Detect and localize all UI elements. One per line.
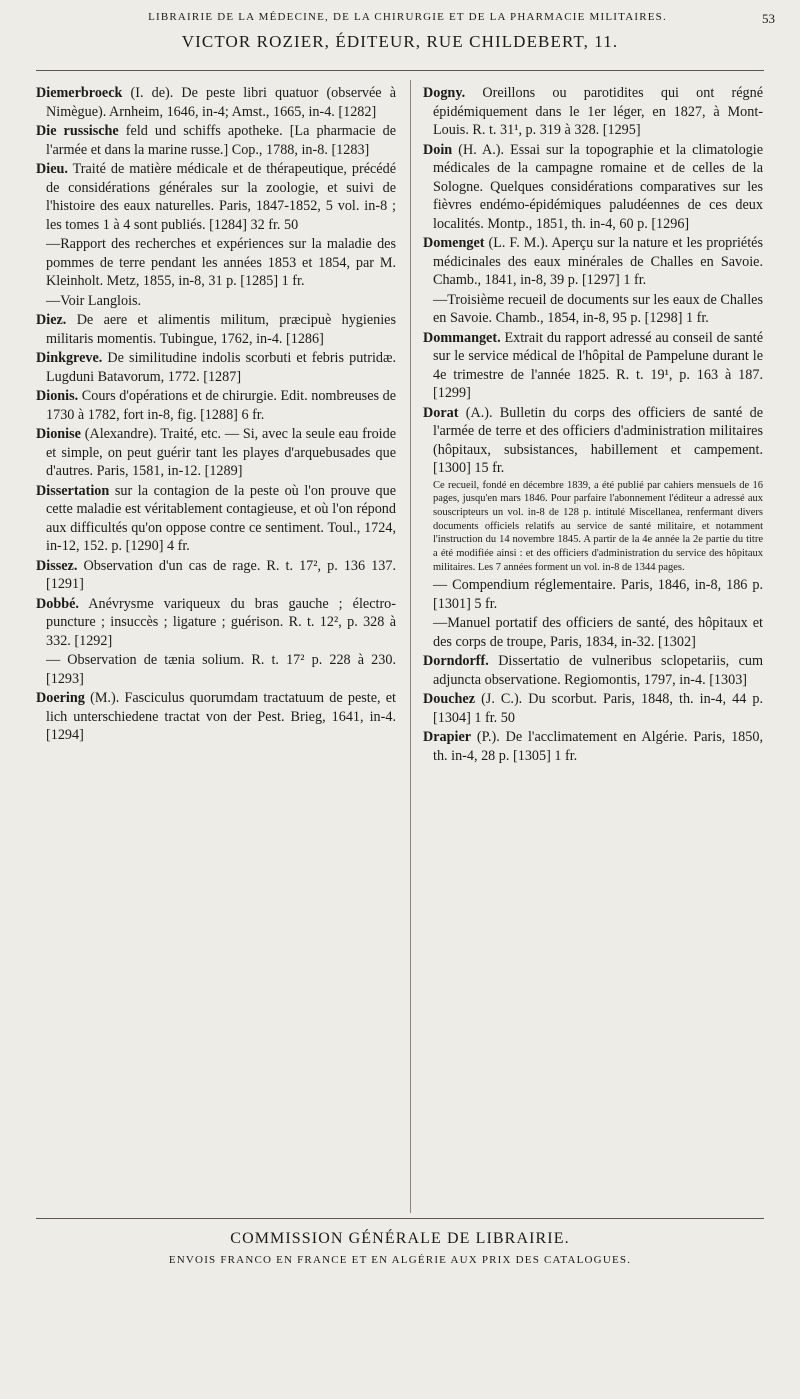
entry-text: Anévrysme variqueux du bras gauche ; électro-puncture ; insuccès ; ligature ; guérison. R. t. 12², p. 328 à 332. [1292] [46,595,396,649]
catalogue-entry [423,652,763,689]
column-divider [410,80,411,1213]
entry-text: — Compendium réglementaire. Paris, 1846, in-8, 186 p. [1301] 5 fr. [433,577,763,612]
top-rule [36,70,764,71]
catalogue-entry [423,234,763,290]
catalogue-entry [423,728,763,765]
entry-heading: Dommanget. [423,329,501,346]
entry-heading: Dissez. [36,557,78,574]
catalogue-entry [36,482,396,556]
entry-text: Dissertatio de vulneribus sclopetariis, cum adjuncta observatione. Regiomontis, 1797, in-4. [1303] [433,653,764,688]
entry-text: feld und schiffs apotheke. [La pharmacie de l'armée et dans la marine russe.] Cop., 1788, in-8. [1283] [46,123,396,158]
catalogue-entry [36,425,396,481]
entry-heading: Dobbé. [36,595,79,612]
catalogue-entry [36,689,396,745]
note-text: Ce recueil, fondé en décembre 1839, a été publié par cahiers mensuels de 16 pages, jusqu'en mars 1846. Pour parfaire l'abonnement l'éditeur a adressé aux souscripteurs un vol. in-8 de 128 p. intitulé Miscellanea, renfermant divers documents officiels relatifs au service de santé militaire, et notamment l'instruction du 14 novembre 1845. A partir de la 4e année la 2e partie du titre a été modifiée ainsi : et des officiers d'administration du service des hôpitaux militaires. Les 7 années forment un vol. in-8 de 1344 pages. [433,479,763,573]
catalogue-entry [423,690,763,727]
entry-text: Oreillons ou parotidites qui ont régné épidémiquement dans le 1er léger, en 1827, à Mont-Louis. R. t. 31¹, p. 319 à 328. [1295] [433,85,763,138]
entry-text: —Voir Langlois. [46,292,142,309]
catalogue-entry [36,311,396,348]
entry-text: —Troisième recueil de documents sur les eaux de Challes en Savoie. Chamb., 1854, in-8, 95 p. [1298] 1 fr. [433,291,763,326]
entry-heading: Dionise [36,426,81,442]
entry-heading: Dionis. [36,388,79,404]
entry-text: sur la contagion de la peste où l'on prouve que cette maladie est véritablement contagieuse, et où l'on répond aux difficultés qu'on oppose contre ce sentiment. Toul., 1724, in-12, 152. p. [1290] 4 fr. [46,482,397,554]
entry-heading: Drapier [423,729,472,746]
left-column [36,84,396,746]
catalogue-entry [36,651,396,688]
entry-text: Cours d'opérations et de chirurgie. Edit. nombreuses de 1730 à 1782, fort in-8, fig. [1288] 6 fr. [46,388,396,423]
catalogue-entry [36,557,396,594]
entry-heading: Domenget [423,235,485,251]
entry-text: —Rapport des recherches et expériences sur la maladie des pommes de terre pendant les années 1853 et 1854, par M. Kleinholt. Metz, 1855, in-8, 31 p. [1285] 1 fr. [46,236,396,289]
entry-heading: Diez. [36,312,67,328]
catalogue-note [423,479,763,575]
entry-text: (Alexandre). Traité, etc. — Si, avec la seule eau froide et simple, on peut guérir tant les playes d'arquebusades que d'autres. Paris, 1581, in-12. [1289] [46,426,397,479]
footer [0,1230,800,1266]
entry-heading: Douchez [423,691,476,708]
entry-heading: Dieu. [36,161,68,177]
entry-heading: Doering [36,690,85,706]
right-column [423,84,763,766]
page-number: 53 [762,11,775,26]
entry-text: — Observation de tænia solium. R. t. 17² p. 228 à 230. [1293] [46,652,396,687]
entry-text: (J. C.). Du scorbut. Paris, 1848, th. in-4, 44 p. [1304] 1 fr. 50 [433,691,763,726]
entry-heading: Dissertation [36,482,110,499]
entry-heading: Doin [423,141,453,158]
footer-commission: COMMISSION GÉNÉRALE DE LIBRAIRIE. [230,1230,570,1247]
catalogue-entry [36,387,396,424]
entry-text: Traité de matière médicale et de thérapeutique, précédé de considérations générales sur la zoologie, et suivi de l'histoire des eaux naturelles. Paris, 1847-1852, 5 vol. in-8 ; les tomes 1 à 4 sont publiés. [1284] 32 fr. 50 [46,161,396,233]
entry-heading: Dorat [423,404,459,421]
entry-text: Observation d'un cas de rage. R. t. 17², p. 136 137. [1291] [46,557,397,592]
catalogue-entry [423,576,763,613]
catalogue-entry [36,160,396,234]
entry-text: (H. A.). Essai sur la topographie et la climatologie médicales de la campagne romaine et de celles de la Sologne. Quelques considérations comparatives sur les fièvres endémo-épidémiques paludéennes de ces deux localités. Montp., 1851, th. in-4, 60 p. [1296] [433,141,764,232]
catalogue-entry [36,292,396,311]
entry-text: (P.). De l'acclimatement en Algérie. Paris, 1850, th. in-4, 28 p. [1305] 1 fr. [433,729,764,764]
entry-heading: Dogny. [423,85,466,101]
entry-heading: Die russische [36,123,119,139]
footer-envois: ENVOIS FRANCO EN FRANCE ET EN ALGÉRIE AUX PRIX DES CATALOGUES. [168,1254,632,1266]
catalogue-entry [36,595,396,651]
catalogue-entry [36,84,396,121]
entry-heading: Dinkgreve. [36,350,103,366]
catalogue-entry [36,235,396,291]
catalogue-entry [423,329,763,403]
entry-text: (M.). Fasciculus quorumdam tractatuum de peste, et lich unterschiedene tractat von der Pest. Brieg, 1641, in-4. [1294] [46,690,396,743]
entry-text: De aere et alimentis militum, præcipuè hygienies militaris momentis. Tubingue, 1762, in-4. [1286] [46,312,396,347]
catalogue-entry [36,349,396,386]
running-head [40,11,775,27]
catalogue-entry [36,122,396,159]
running-head-title: LIBRAIRIE DE LA MÉDECINE, DE LA CHIRURGIE ET DE LA PHARMACIE MILITAIRES. [148,11,667,23]
publisher-line: VICTOR ROZIER, ÉDITEUR, RUE CHILDEBERT, 11. [181,32,619,51]
catalogue-entry [423,614,763,651]
catalogue-entry [423,84,763,140]
catalogue-entry [423,404,763,478]
entry-heading: Diemerbroeck [36,85,123,101]
catalogue-entry [423,291,763,328]
entry-text: De similitudine indolis scorbuti et febris putridæ. Lugduni Batavorum, 1772. [1287] [46,350,396,385]
entry-text: —Manuel portatif des officiers de santé, des hôpitaux et des corps de troupe, Paris, 1834, in-32. [1302] [433,615,763,650]
entry-text: Extrait du rapport adressé au conseil de santé sur le service médical de l'hôpital de Pampelune durant le 4e trimestre de l'année 1825. R. t. 19¹, p. 163 à 187. [1299] [433,329,763,401]
entry-heading: Dorndorff. [423,653,489,670]
footer-rule [36,1218,764,1219]
entry-text: (L. F. M.). Aperçu sur la nature et les propriétés médicinales des eaux minérales de Challes en Savoie. Chamb., 1841, in-8, 39 p. [1297] 1 fr. [433,235,763,288]
catalogue-entry [423,141,763,234]
entry-text: (A.). Bulletin du corps des officiers de santé de l'armée de terre et des officiers d'administration militaires (hôpitaux, subsistances, habillement et campement. [1300] 15 fr. [433,404,763,476]
entry-text: (I. de). De peste libri quatuor (observée à Nimègue). Arnheim, 1646, in-4; Amst., 1665, in-4. [1282] [46,85,397,120]
